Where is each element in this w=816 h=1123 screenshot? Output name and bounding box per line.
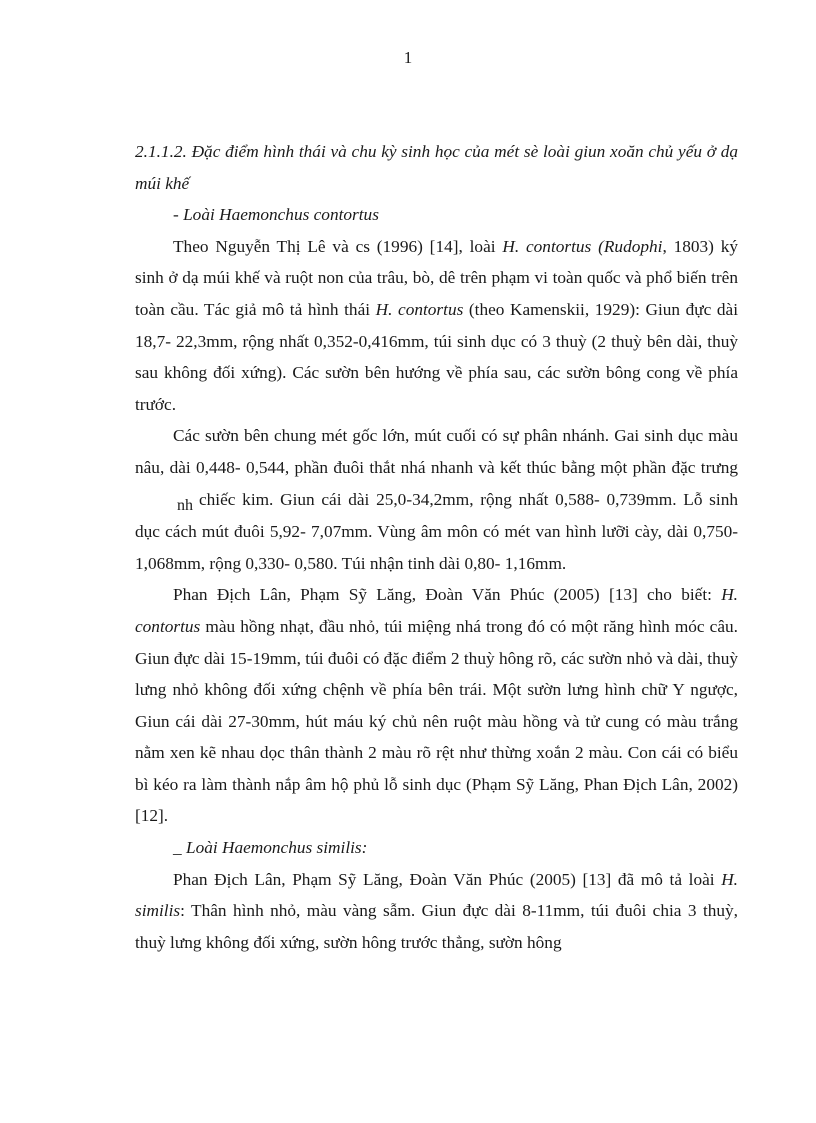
subscript-fragment: nh bbox=[177, 496, 193, 514]
species-name: H. contortus (Rudophi bbox=[502, 236, 663, 256]
page-number: 1 bbox=[403, 48, 413, 67]
species-name: H. similis bbox=[135, 869, 738, 921]
text-run: Theo Nguyễn Thị Lê và cs (1996) [14], loài bbox=[173, 236, 503, 256]
section-heading: 2.1.1.2. Đặc điểm hình thái và chu kỳ sinh học của mét sè loài giun xoăn chủ yếu ở dạ múi khế bbox=[135, 142, 738, 193]
paragraph-similis-description bbox=[135, 864, 738, 959]
species-title-similis: _ Loài Haemonchus similis: bbox=[173, 838, 368, 858]
text-run: Phan Địch Lân, Phạm Sỹ Lăng, Đoàn Văn Phúc (2005) [13] đã mô tả loài bbox=[173, 869, 722, 889]
text-run: Phan Địch Lân, Phạm Sỹ Lăng, Đoàn Văn Phúc (2005) [13] cho biết: bbox=[173, 585, 722, 605]
paragraph-contortus-morphology bbox=[135, 420, 738, 579]
paragraph-contortus-phan-dich-lan bbox=[135, 579, 738, 832]
page-content bbox=[135, 136, 738, 958]
species-name: H. contortus bbox=[135, 585, 738, 636]
species-name: H. contortus bbox=[375, 299, 464, 319]
text-run: (theo Kamenskii, 1929): Giun đực dài 18,7- 22,3mm, rộng nhất 0,352-0,416mm, túi sinh dục có 3 thuỳ (2 thuỳ bên dài, thuỳ sau không đối xứng). Các sườn bên hướng về phía sau, các sườn bông cong về phía trước. bbox=[135, 299, 738, 414]
text-run: chiếc kim. Giun cái dài 25,0-34,2mm, rộng nhất 0,588- 0,739mm. Lỗ sinh dục cách mút đuôi 5,92- 7,07mm. Vùng âm môn có mét van hình lưỡi cày, dài 0,750-1,068mm, rộng 0,330- 0,580. Túi nhận tinh dài 0,80- 1,16mm. bbox=[135, 489, 738, 573]
text-run: Các sườn bên chung mét gốc lớn, mút cuối có sự phân nhánh. Gai sinh dục màu nâu, dài 0,448- 0,544, phần đuôi thắt nhá nhanh và kết thúc bằng một phần đặc trưng bbox=[135, 426, 738, 477]
text-run: : Thân hình nhỏ, màu vàng sẫm. Giun đực dài 8-11mm, túi đuôi chia 3 thuỳ, thuỳ lưng không đối xứng, sườn hông trước thẳng, sườn hông bbox=[135, 901, 738, 952]
paragraph-contortus-description bbox=[135, 231, 738, 421]
species-title-contortus: - Loài Haemonchus contortus bbox=[173, 205, 379, 225]
text-run: , 1803) ký sinh ở dạ múi khế và ruột non của trâu, bò, dê trên phạm vi toàn quốc và phổ biến trên toàn cầu. Tác giả mô tả hình thái bbox=[135, 236, 739, 319]
text-run: màu hồng nhạt, đầu nhỏ, túi miệng nhá trong đó có một răng hình móc câu. Giun đực dài 15-19mm, túi đuôi có đặc điểm 2 thuỳ hông rõ, các sườn nhỏ và dài, thuỳ lưng nhỏ không đối xứng chệnh về phía bên trái. Một sườn lưng hình chữ Y ngược, Giun cái dài 27-30mm, hút máu ký chủ nên ruột màu hồng và tử cung có màu trắng nằm xen kẽ nhau dọc thân thành 2 màu rõ rệt như thừng xoắn 2 màu. Con cái có biểu bì kéo ra làm thành nắp âm hộ phủ lỗ sinh dục (Phạm Sỹ Lăng, Phan Địch Lân, 2002) [12]. bbox=[135, 616, 738, 826]
